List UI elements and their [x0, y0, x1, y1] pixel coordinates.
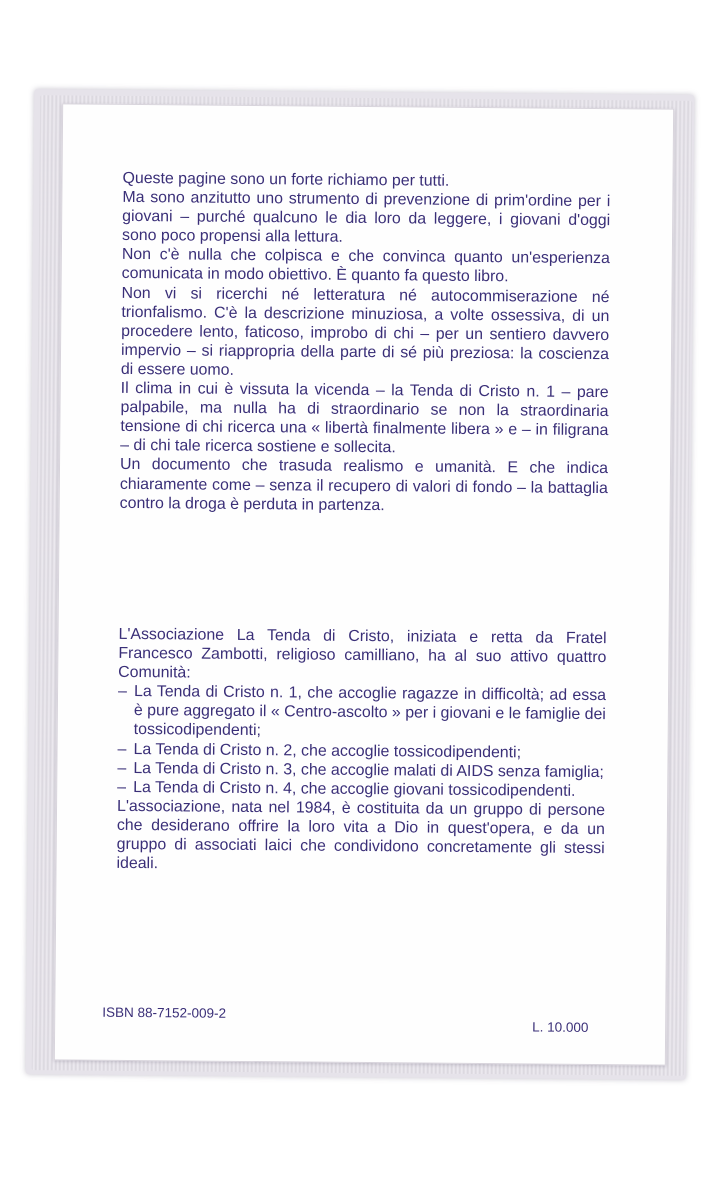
list-item-text: La Tenda di Cristo n. 1, che accoglie ragazze in difficoltà; ad essa è pure aggregato il « Centro-ascolto » per i giovani e le famiglie dei tossicodipendenti; [133, 683, 607, 740]
blurb-paragraph-6: Un documento che trasuda realismo e umanità. E che indica chiaramente come – senza il recupero di valori di fondo – la battaglia contro la droga è perduta in partenza. [119, 456, 609, 514]
list-item-text: La Tenda di Cristo n. 2, che accoglie tossicodipendenti; [133, 740, 522, 761]
list-dash: – [117, 740, 127, 758]
list-item [118, 682, 606, 744]
blurb-text [120, 169, 611, 517]
back-cover [54, 103, 674, 1065]
blurb-paragraph-2: Ma sono anzitutto uno strumento di prevenzione di prim'ordine per i giovani – purché qualcuno le dia loro da leggere, i giovani d'oggi sono poco propensi alla lettura. [121, 188, 611, 247]
association-closing: L'associazione, nata nel 1984, è costituita da un gruppo di persone che desiderano offrire la loro vita a Dio in quest'opera, e da un gruppo di associati laici che condividono concretamente gli stessi ideali. [116, 797, 606, 873]
list-dash: – [117, 778, 127, 796]
association-intro: L'Associazione La Tenda di Cristo, iniziata e retta da Fratel Francesco Zambotti, religioso camilliano, ha al suo attivo quattro Comunità: [118, 625, 607, 682]
blurb-paragraph-3: Non c'è nulla che colpisca e che convinca quanto un'esperienza comunicata in modo obiettivo. È quanto fa questo libro. [121, 246, 610, 286]
list-item-text: La Tenda di Cristo n. 3, che accoglie malati di AIDS senza famiglia; [133, 759, 604, 781]
isbn-code: ISBN 88-7152-009-2 [102, 1004, 227, 1021]
price-label: L. 10.000 [532, 1019, 589, 1035]
association-text [116, 625, 606, 877]
list-dash: – [117, 759, 127, 777]
list-item-text: La Tenda di Cristo n. 4, che accoglie giovani tossicodipendenti. [133, 778, 576, 800]
blurb-paragraph-1: Queste pagine sono un forte richiamo per tutti. [122, 169, 450, 190]
blurb-paragraph-4: Non vi si ricerchi né letteratura né autocommiserazione né trionfalismo. C'è la descrizione minuziosa, a volte ossessiva, di un procedere lento, faticoso, improbo di chi – per un sentiero davvero impervio – si riappropria della parte di sé più preziosa: la coscienza di essere uomo. [120, 284, 610, 379]
list-dash: – [117, 683, 127, 701]
blurb-paragraph-5: Il clima in cui è vissuta la vicenda – la Tenda di Cristo n. 1 – pare palpabile, ma nulla ha di straordinario se non la straordinaria tensione di chi ricerca una « libertà finalmente libera » e – in filigrana – di chi tale ricerca sostiene e sollecita. [120, 379, 609, 457]
